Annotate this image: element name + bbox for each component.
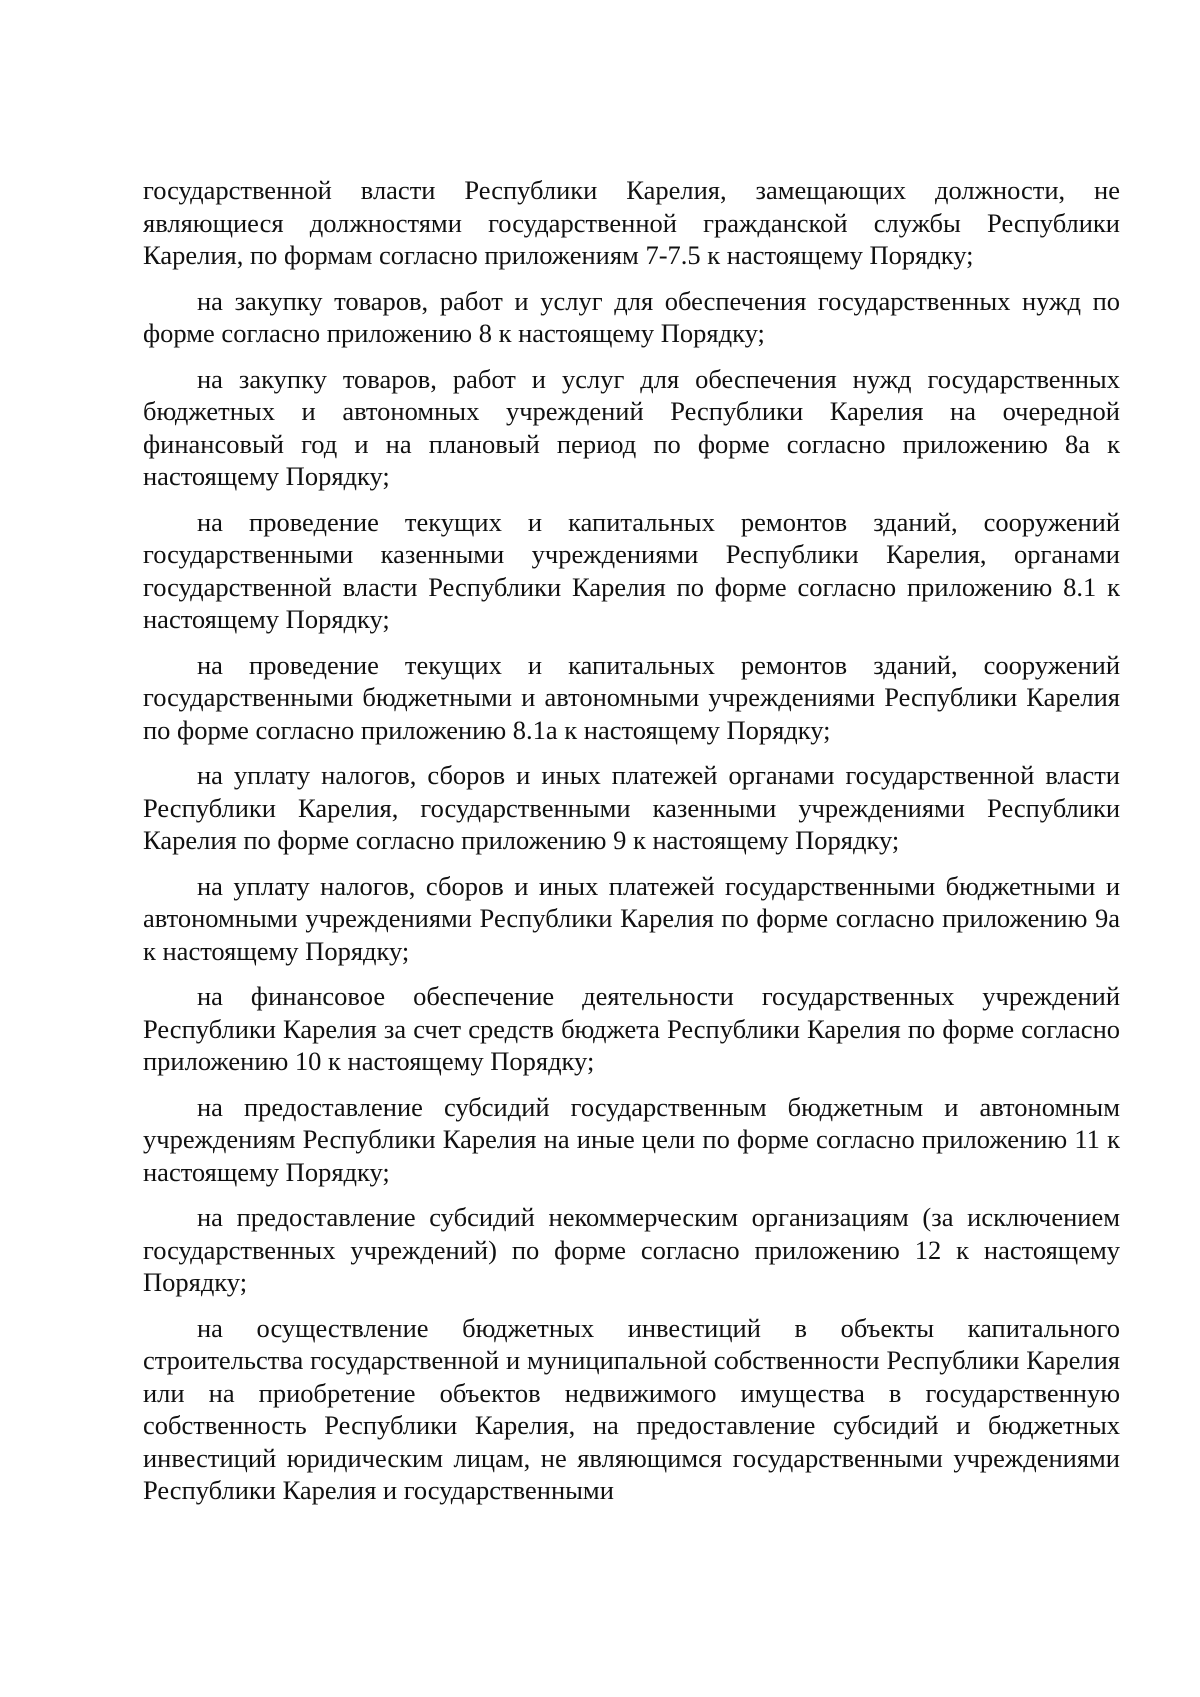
document-page bbox=[143, 174, 1120, 1520]
paragraph-financial-support: на финансовое обеспечение деятельности государственных учреждений Республики Карелия за счет средств бюджета Республики Карелия по форме согласно приложению 10 к настоящему Порядку; bbox=[143, 981, 1120, 1076]
paragraph-subsidies-nonprofit: на предоставление субсидий некоммерческим организациям (за исключением государственных учреждений) по форме согласно приложению 12 к настоящему Порядку; bbox=[143, 1202, 1120, 1297]
paragraph-procurement-institutions: на закупку товаров, работ и услуг для обеспечения нужд государственных бюджетных и автономных учреждений Республики Карелия на очередной финансовый год и на плановый период по форме согласно приложению 8а к настоящему Порядку; bbox=[143, 363, 1120, 491]
paragraph-taxes-budget-institutions: на уплату налогов, сборов и иных платежей государственными бюджетными и автономными учреждениями Республики Карелия по форме согласно приложению 9а к настоящему Порядку; bbox=[143, 870, 1120, 966]
paragraph-repairs-treasury-institutions: на проведение текущих и капитальных ремонтов зданий, сооружений государственными казенными учреждениями Республики Карелия, органами государственной власти Республики Карелия по форме согласно приложению 8.1 к настоящему Порядку; bbox=[143, 506, 1120, 634]
paragraph-budget-investments: на осуществление бюджетных инвестиций в объекты капитального строительства государственной и муниципальной собственности Республики Карелия или на приобретение объектов недвижимого имущества в государственную собственность Республики Карелия, на предоставление субсидий и бюджетных инвестиций юридическим лицам, не являющимся государственными учреждениями Республики Карелия и государственными bbox=[143, 1312, 1120, 1505]
paragraph-procurement-state-needs: на закупку товаров, работ и услуг для обеспечения государственных нужд по форме согласно приложению 8 к настоящему Порядку; bbox=[143, 285, 1120, 348]
paragraph-subsidies-other-purposes: на предоставление субсидий государственным бюджетным и автономным учреждениям Республики Карелия на иные цели по форме согласно приложению 11 к настоящему Порядку; bbox=[143, 1091, 1120, 1187]
paragraph-continuation: государственной власти Республики Карелия, замещающих должности, не являющиеся должностями государственной гражданской службы Республики Карелия, по формам согласно приложениям 7-7.5 к настоящему Порядку; bbox=[143, 175, 1120, 270]
paragraph-taxes-authorities: на уплату налогов, сборов и иных платежей органами государственной власти Республики Карелия, государственными казенными учреждениями Республики Карелия по форме согласно приложению 9 к настоящему Порядку; bbox=[143, 760, 1120, 855]
paragraph-repairs-budget-institutions: на проведение текущих и капитальных ремонтов зданий, сооружений государственными бюджетными и автономными учреждениями Республики Карелия по форме согласно приложению 8.1а к настоящему Порядку; bbox=[143, 649, 1120, 745]
